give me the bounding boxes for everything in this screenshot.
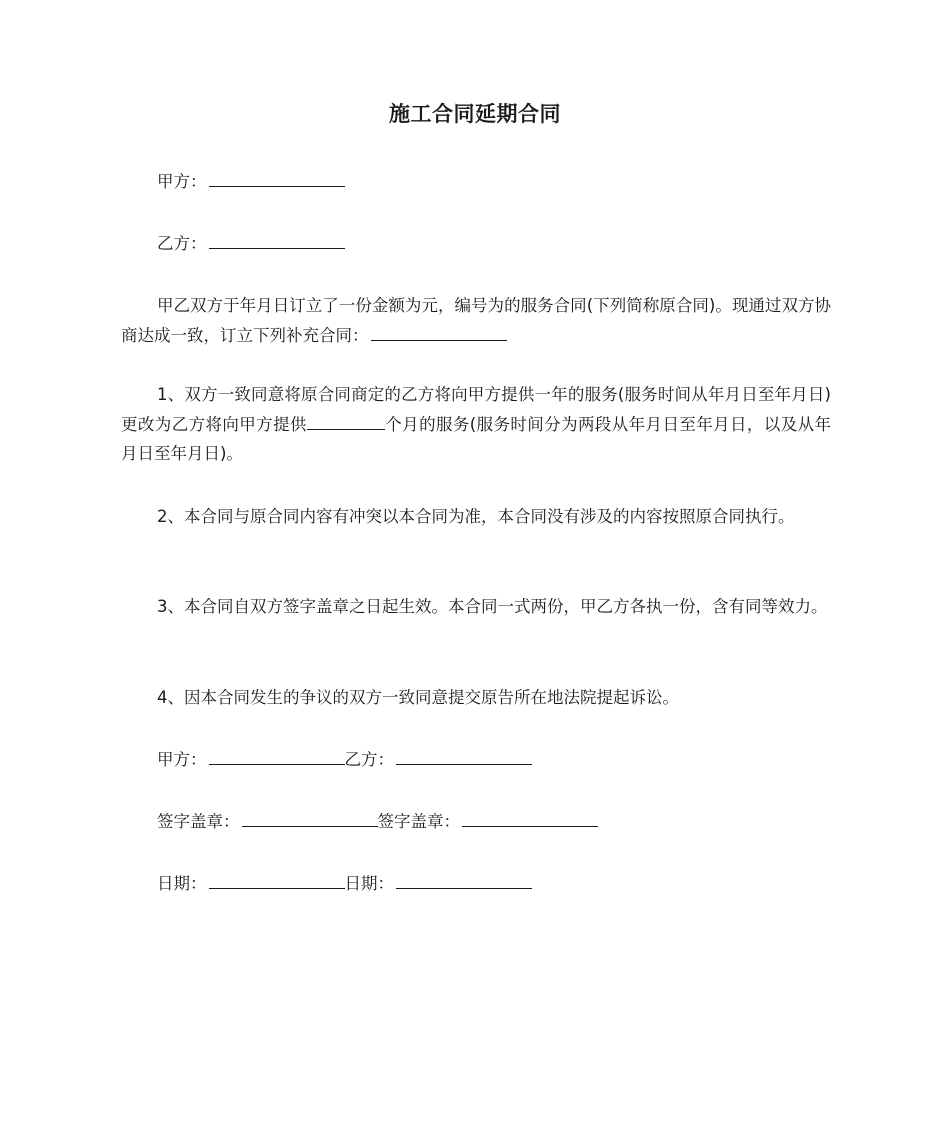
clause-1-paragraph [121,380,831,469]
signature-parties-line [157,745,532,775]
date-b-label: 日期： [344,874,394,893]
date-a-label: 日期： [157,874,207,893]
party-a-line [157,167,345,197]
sign-party-b-label: 乙方： [344,750,394,769]
date-b-blank [396,871,532,889]
party-b-blank [209,231,345,249]
party-b-label: 乙方： [157,234,207,253]
clause-2-paragraph [121,502,831,532]
seal-line [157,807,598,837]
clause-2-text: 2、本合同与原合同内容有冲突以本合同为准，本合同没有涉及的内容按照原合同执行。 [157,507,795,526]
clause-1-text-end: 个月的服务(服务时间分为两段从年月日至年月日，以及从年月日至年月日)。 [121,414,832,463]
clause-3-paragraph [121,592,831,622]
seal-a-label: 签字盖章： [157,812,240,831]
clause-1-text-start: 1、双方一致同意将原合同商定的乙方将向甲方提供一年的服务(服务时间从年月日至年月日)更改为乙方将向甲方提供 [121,385,831,434]
clause-4-paragraph [121,683,831,713]
intro-blank [371,323,507,341]
party-b-line [157,229,345,259]
clause-4-text: 4、因本合同发生的争议的双方一致同意提交原告所在地法院提起诉讼。 [157,688,679,707]
date-a-blank [209,871,345,889]
intro-text: 甲乙双方于年月日订立了一份金额为元，编号为的服务合同(下列简称原合同)。现通过双方协商达成一致，订立下列补充合同： [121,296,831,345]
sign-party-b-blank [396,747,532,765]
seal-b-blank [462,809,598,827]
date-line [157,869,532,899]
seal-b-label: 签字盖章： [377,812,460,831]
clause-3-text: 3、本合同自双方签字盖章之日起生效。本合同一式两份，甲乙方各执一份，含有同等效力。 [157,597,828,616]
intro-paragraph [121,291,831,350]
document-title: 施工合同延期合同 [389,102,561,126]
party-a-blank [209,169,345,187]
seal-a-blank [242,809,378,827]
months-blank [307,412,385,430]
sign-party-a-blank [209,747,345,765]
sign-party-a-label: 甲方： [157,750,207,769]
party-a-label: 甲方： [157,172,207,191]
